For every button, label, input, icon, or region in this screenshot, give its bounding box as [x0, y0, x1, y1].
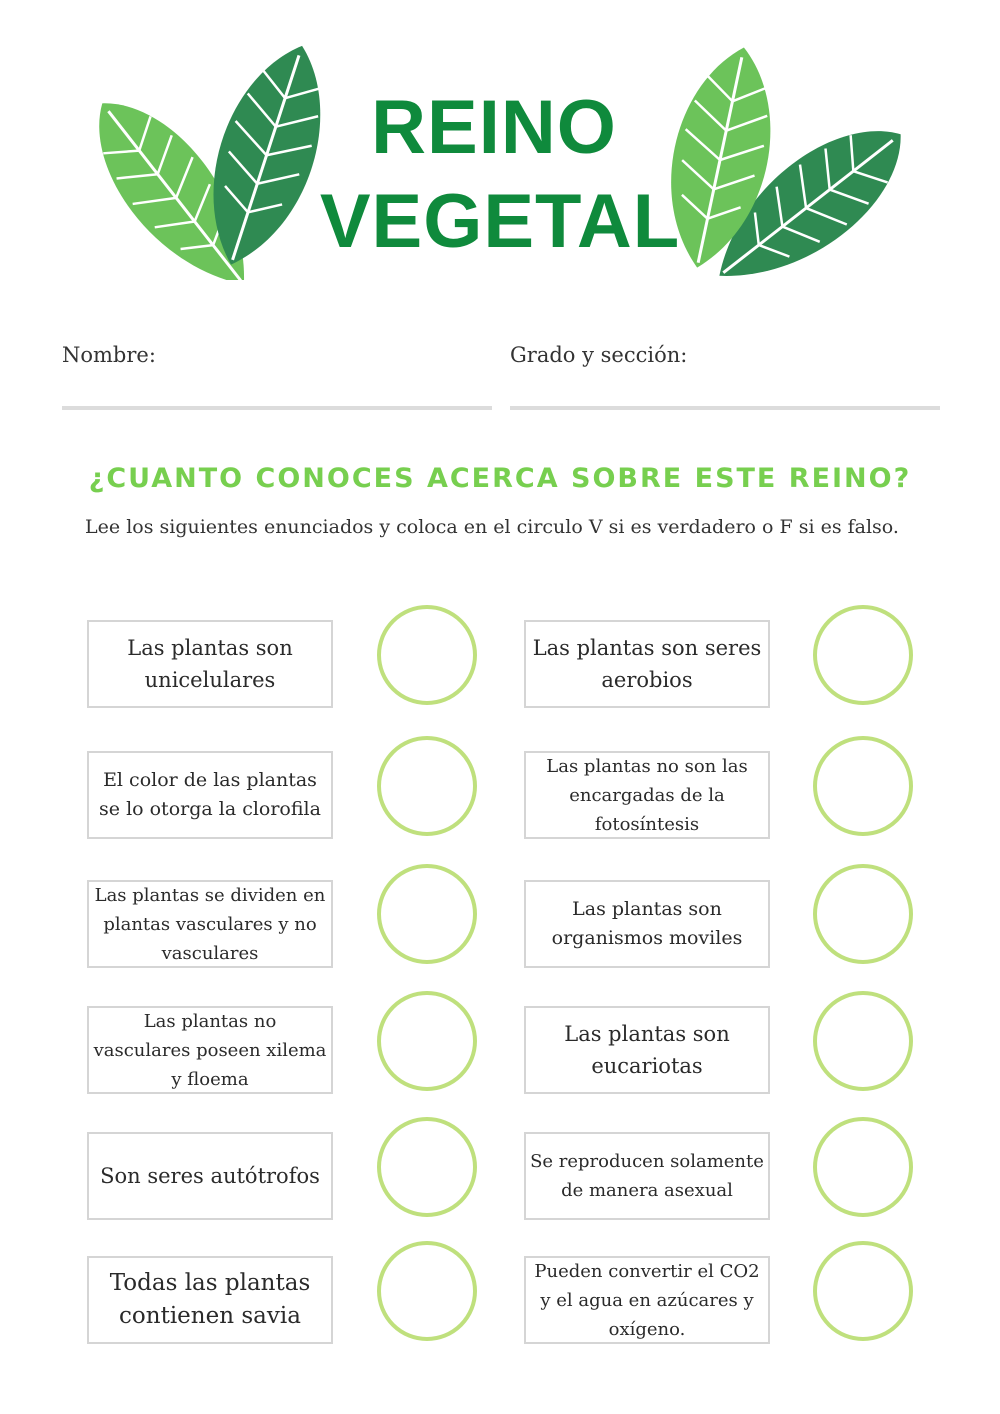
answer-circle[interactable]	[377, 864, 477, 964]
name-field-line[interactable]	[62, 406, 492, 410]
answer-circle[interactable]	[813, 736, 913, 836]
statement-card: Las plantas son organismos moviles	[524, 880, 770, 968]
statement-card: Las plantas son eucariotas	[524, 1006, 770, 1094]
statement-card: Las plantas se dividen en plantas vasculares y no vasculares	[87, 880, 333, 968]
statement-card: Son seres autótrofos	[87, 1132, 333, 1220]
grade-section-field-line[interactable]	[510, 406, 940, 410]
name-label: Nombre:	[62, 343, 156, 367]
answer-circle[interactable]	[377, 736, 477, 836]
answer-circle[interactable]	[377, 1241, 477, 1341]
answer-circle[interactable]	[377, 1117, 477, 1217]
answer-circle[interactable]	[813, 605, 913, 705]
answer-circle[interactable]	[813, 991, 913, 1091]
grade-section-label: Grado y sección:	[510, 343, 688, 367]
statement-card: Las plantas son seres aerobios	[524, 620, 770, 708]
answer-circle[interactable]	[813, 1241, 913, 1341]
instructions-text: Lee los siguientes enunciados y coloca en el circulo V si es verdadero o F si es falso.	[85, 516, 899, 538]
statement-card: Se reproducen solamente de manera asexual	[524, 1132, 770, 1220]
statement-card: Pueden convertir el CO2 y el agua en azúcares y oxígeno.	[524, 1256, 770, 1344]
statement-card: Las plantas no vasculares poseen xilema y floema	[87, 1006, 333, 1094]
statement-card: El color de las plantas se lo otorga la clorofila	[87, 751, 333, 839]
answer-circle[interactable]	[813, 1117, 913, 1217]
answer-circle[interactable]	[377, 991, 477, 1091]
statement-card: Las plantas no son las encargadas de la fotosíntesis	[524, 751, 770, 839]
statement-card: Las plantas son unicelulares	[87, 620, 333, 708]
page-title-line2: VEGETAL	[319, 179, 681, 264]
section-heading: ¿CUANTO CONOCES ACERCA SOBRE ESTE REINO?	[88, 463, 912, 494]
answer-circle[interactable]	[377, 605, 477, 705]
statement-card: Todas las plantas contienen savia	[87, 1256, 333, 1344]
answer-circle[interactable]	[813, 864, 913, 964]
page-title-line1: REINO	[371, 85, 617, 170]
